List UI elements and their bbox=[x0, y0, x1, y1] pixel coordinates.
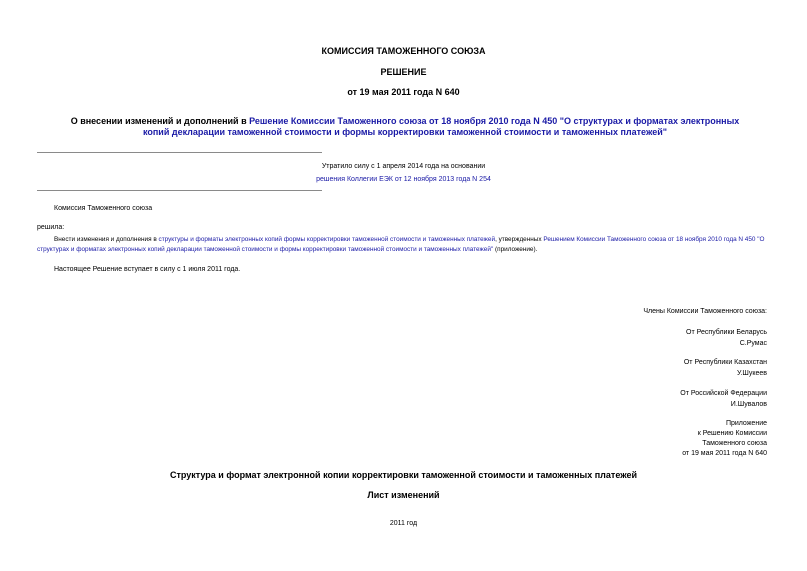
commission-label: Комиссия Таможенного союза bbox=[54, 205, 153, 212]
signature-country: От Республики Казахстан bbox=[683, 359, 767, 366]
signature-name: С.Румас bbox=[739, 340, 767, 347]
p1-text-a: Внести изменения и дополнения в bbox=[54, 236, 159, 243]
signature-country: От Республики Беларусь bbox=[686, 329, 767, 336]
appendix-year: 2011 год bbox=[389, 520, 418, 527]
doc-date-number: от 19 мая 2011 года N 640 bbox=[347, 87, 460, 97]
org-heading: КОМИССИЯ ТАМОЖЕННОГО СОЮЗА bbox=[321, 46, 486, 56]
p1-link-structures[interactable]: структуры и форматы электронных копий формы корректировки таможенной стоимости и таможенных платежей bbox=[158, 236, 496, 243]
appendix-line: от 19 мая 2011 года N 640 bbox=[682, 450, 767, 457]
paragraph-effective: Настоящее Решение вступает в силу с 1 июля 2011 года. bbox=[54, 266, 241, 273]
p1-text-c: (приложение). bbox=[493, 246, 538, 253]
appendix-line: Таможенного союза bbox=[702, 440, 767, 447]
p1-text-b: , утвержденных bbox=[495, 236, 544, 243]
p1-link-decision[interactable]: Решением Комиссии Таможенного союза от 18 ноября 2010 года N 450 "О структурах и форматах электронных копий декларации таможенной стоимости и формы корректировки таможенной стоимости и таможенных платежей" bbox=[37, 236, 765, 253]
decided-label: решила: bbox=[37, 224, 65, 231]
divider-bottom bbox=[37, 190, 322, 191]
signature-block-belarus bbox=[467, 327, 767, 349]
document-title bbox=[60, 116, 750, 138]
members-heading: Члены Комиссии Таможенного союза: bbox=[643, 308, 767, 315]
appendix-line: Приложение bbox=[725, 420, 767, 427]
appendix-line: к Решению Комиссии bbox=[697, 430, 767, 437]
title-link[interactable]: Решение Комиссии Таможенного союза от 18 ноября 2010 года N 450 "О структурах и форматах электронных копий декларации таможенной стоимости и формы корректировки таможенной стоимости и таможенных платежей" bbox=[142, 116, 740, 137]
status-link[interactable]: решения Коллегии ЕЭК от 12 ноября 2013 года N 254 bbox=[316, 176, 491, 183]
signature-block-russia bbox=[467, 388, 767, 410]
doc-type-heading: РЕШЕНИЕ bbox=[380, 67, 427, 77]
appendix-reference bbox=[467, 419, 767, 459]
appendix-subtitle: Лист изменений bbox=[367, 490, 440, 500]
appendix-title: Структура и формат электронной копии корректировки таможенной стоимости и таможенных платежей bbox=[169, 470, 637, 480]
status-line: Утратило силу с 1 апреля 2014 года на основании bbox=[321, 163, 486, 170]
signature-country: От Российской Федерации bbox=[680, 390, 767, 397]
title-prefix: О внесении изменений и дополнений в bbox=[70, 116, 250, 126]
signature-name: У.Шукеев bbox=[736, 370, 767, 377]
signature-block-kazakhstan bbox=[467, 357, 767, 379]
divider-top bbox=[37, 152, 322, 153]
paragraph-changes bbox=[37, 235, 772, 255]
signature-name: И.Шувалов bbox=[730, 401, 767, 408]
